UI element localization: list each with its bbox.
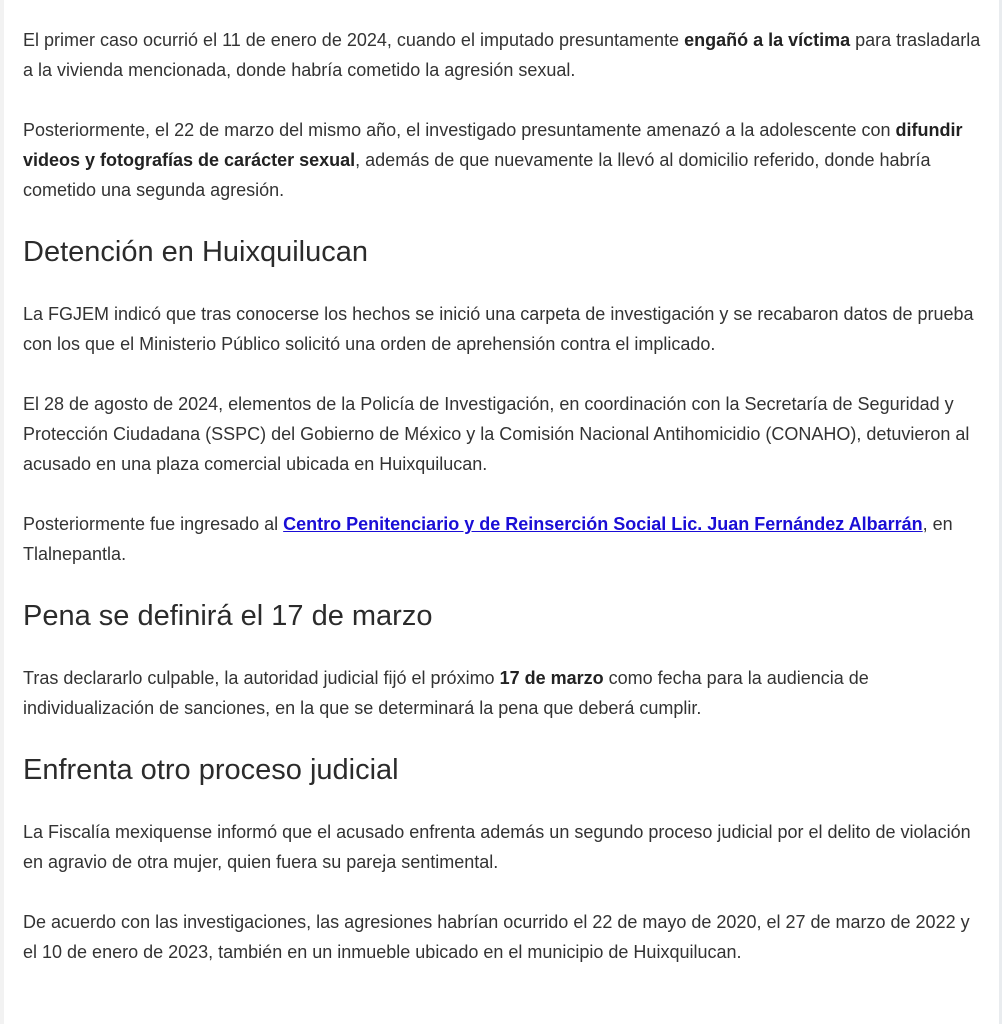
heading-otro-proceso: Enfrenta otro proceso judicial bbox=[23, 754, 399, 786]
left-border bbox=[0, 0, 4, 1024]
article-body bbox=[23, 25, 983, 997]
paragraph-second-case: Posteriormente, el 22 de marzo del mismo año, el investigado presuntamente amenazó a la adolescente con difundir videos y fotografías de carácter sexual, además de que nuevamente la llevó al domicilio referido, donde habría cometido una segunda agresión. bbox=[23, 120, 963, 200]
bold-text: 17 de marzo bbox=[499, 668, 604, 688]
prison-link[interactable]: Centro Penitenciario y de Reinserción Social Lic. Juan Fernández Albarrán bbox=[283, 514, 923, 534]
bold-text: difundir videos y fotografías de carácter sexual bbox=[23, 120, 963, 170]
heading-detencion: Detención en Huixquilucan bbox=[23, 236, 368, 268]
paragraph-first-case: El primer caso ocurrió el 11 de enero de 2024, cuando el imputado presuntamente engañó a la víctima para trasladarla a la vivienda mencionada, donde habría cometido la agresión sexual. bbox=[23, 30, 981, 80]
paragraph-investigation: La FGJEM indicó que tras conocerse los hechos se inició una carpeta de investigación y se recabaron datos de prueba con los que el Ministerio Público solicitó una orden de aprehensión contra el implicado. bbox=[23, 304, 974, 354]
paragraph-prison: Posteriormente fue ingresado al Centro Penitenciario y de Reinserción Social Lic. Juan Fernández Albarrán, en Tlalnepantla. bbox=[23, 514, 953, 564]
paragraph-arrest: El 28 de agosto de 2024, elementos de la Policía de Investigación, en coordinación con la Secretaría de Seguridad y Protección Ciudadana (SSPC) del Gobierno de México y la Comisión Nacional Antihomicidio (CONAHO), detuvieron al acusado en una plaza comercial ubicada en Huixquilucan. bbox=[23, 394, 970, 474]
heading-pena: Pena se definirá el 17 de marzo bbox=[23, 600, 433, 632]
paragraph-second-process: La Fiscalía mexiquense informó que el acusado enfrenta además un segundo proceso judicial por el delito de violación en agravio de otra mujer, quien fuera su pareja sentimental. bbox=[23, 822, 971, 872]
paragraph-dates: De acuerdo con las investigaciones, las agresiones habrían ocurrido el 22 de mayo de 2020, el 27 de marzo de 2022 y el 10 de enero de 2023, también en un inmueble ubicado en el municipio de Huixquilucan. bbox=[23, 912, 970, 962]
bold-text: engañó a la víctima bbox=[684, 30, 851, 50]
paragraph-sentence-date: Tras declararlo culpable, la autoridad judicial fijó el próximo 17 de marzo como fecha para la audiencia de individualización de sanciones, en la que se determinará la pena que deberá cumplir. bbox=[23, 668, 869, 718]
